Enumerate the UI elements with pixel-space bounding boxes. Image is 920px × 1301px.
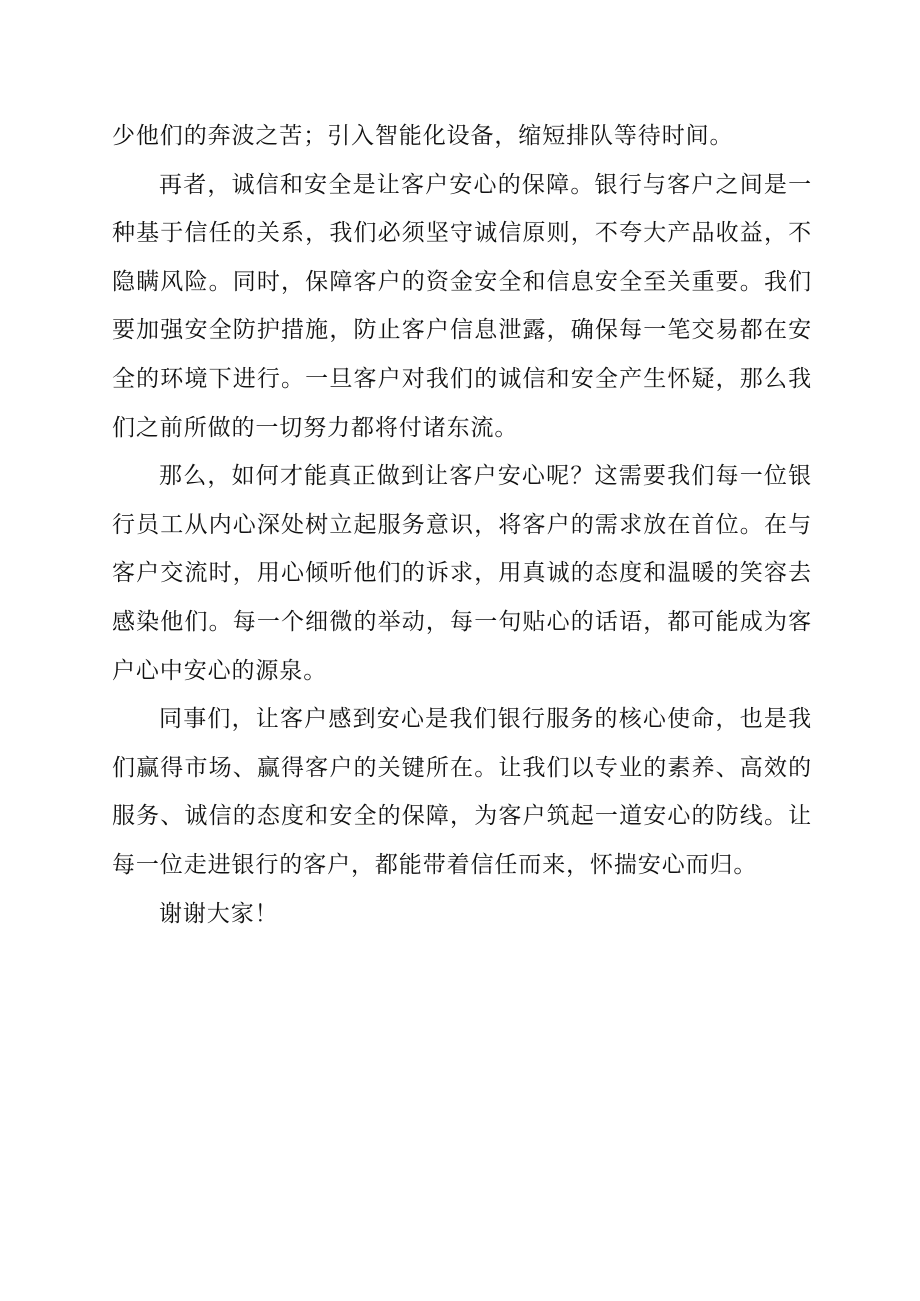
paragraph-closing-call: 同事们，让客户感到安心是我们银行服务的核心使命，也是我们赢得市场、赢得客户的关键所在。让我们以专业的素养、高效的服务、诚信的态度和安全的保障，为客户筑起一道安心的防线。让每一位走进银行的客户，都能带着信任而来，怀揣安心而归。: [112, 706, 812, 878]
paragraph-thanks: 谢谢大家！: [159, 900, 279, 927]
paragraph-continuation: 少他们的奔波之苦；引入智能化设备，缩短排队等待时间。: [112, 123, 734, 149]
paragraph-how-to-reassure: 那么，如何才能真正做到让客户安心呢？这需要我们每一位银行员工从内心深处树立起服务意识，将客户的需求放在首位。在与客户交流时，用心倾听他们的诉求，用真诚的态度和温暖的笑容去感染他们。每一个细微的举动，每一句贴心的话语，都可能成为客户心中安心的源泉。: [112, 463, 812, 684]
document-body: [112, 112, 812, 938]
paragraph-integrity-security: 再者，诚信和安全是让客户安心的保障。银行与客户之间是一种基于信任的关系，我们必须坚守诚信原则，不夸大产品收益，不隐瞒风险。同时，保障客户的资金安全和信息安全至关重要。我们要加强安全防护措施，防止客户信息泄露，确保每一笔交易都在安全的环境下进行。一旦客户对我们的诚信和安全产生怀疑，那么我们之前所做的一切努力都将付诸东流。: [112, 171, 812, 441]
